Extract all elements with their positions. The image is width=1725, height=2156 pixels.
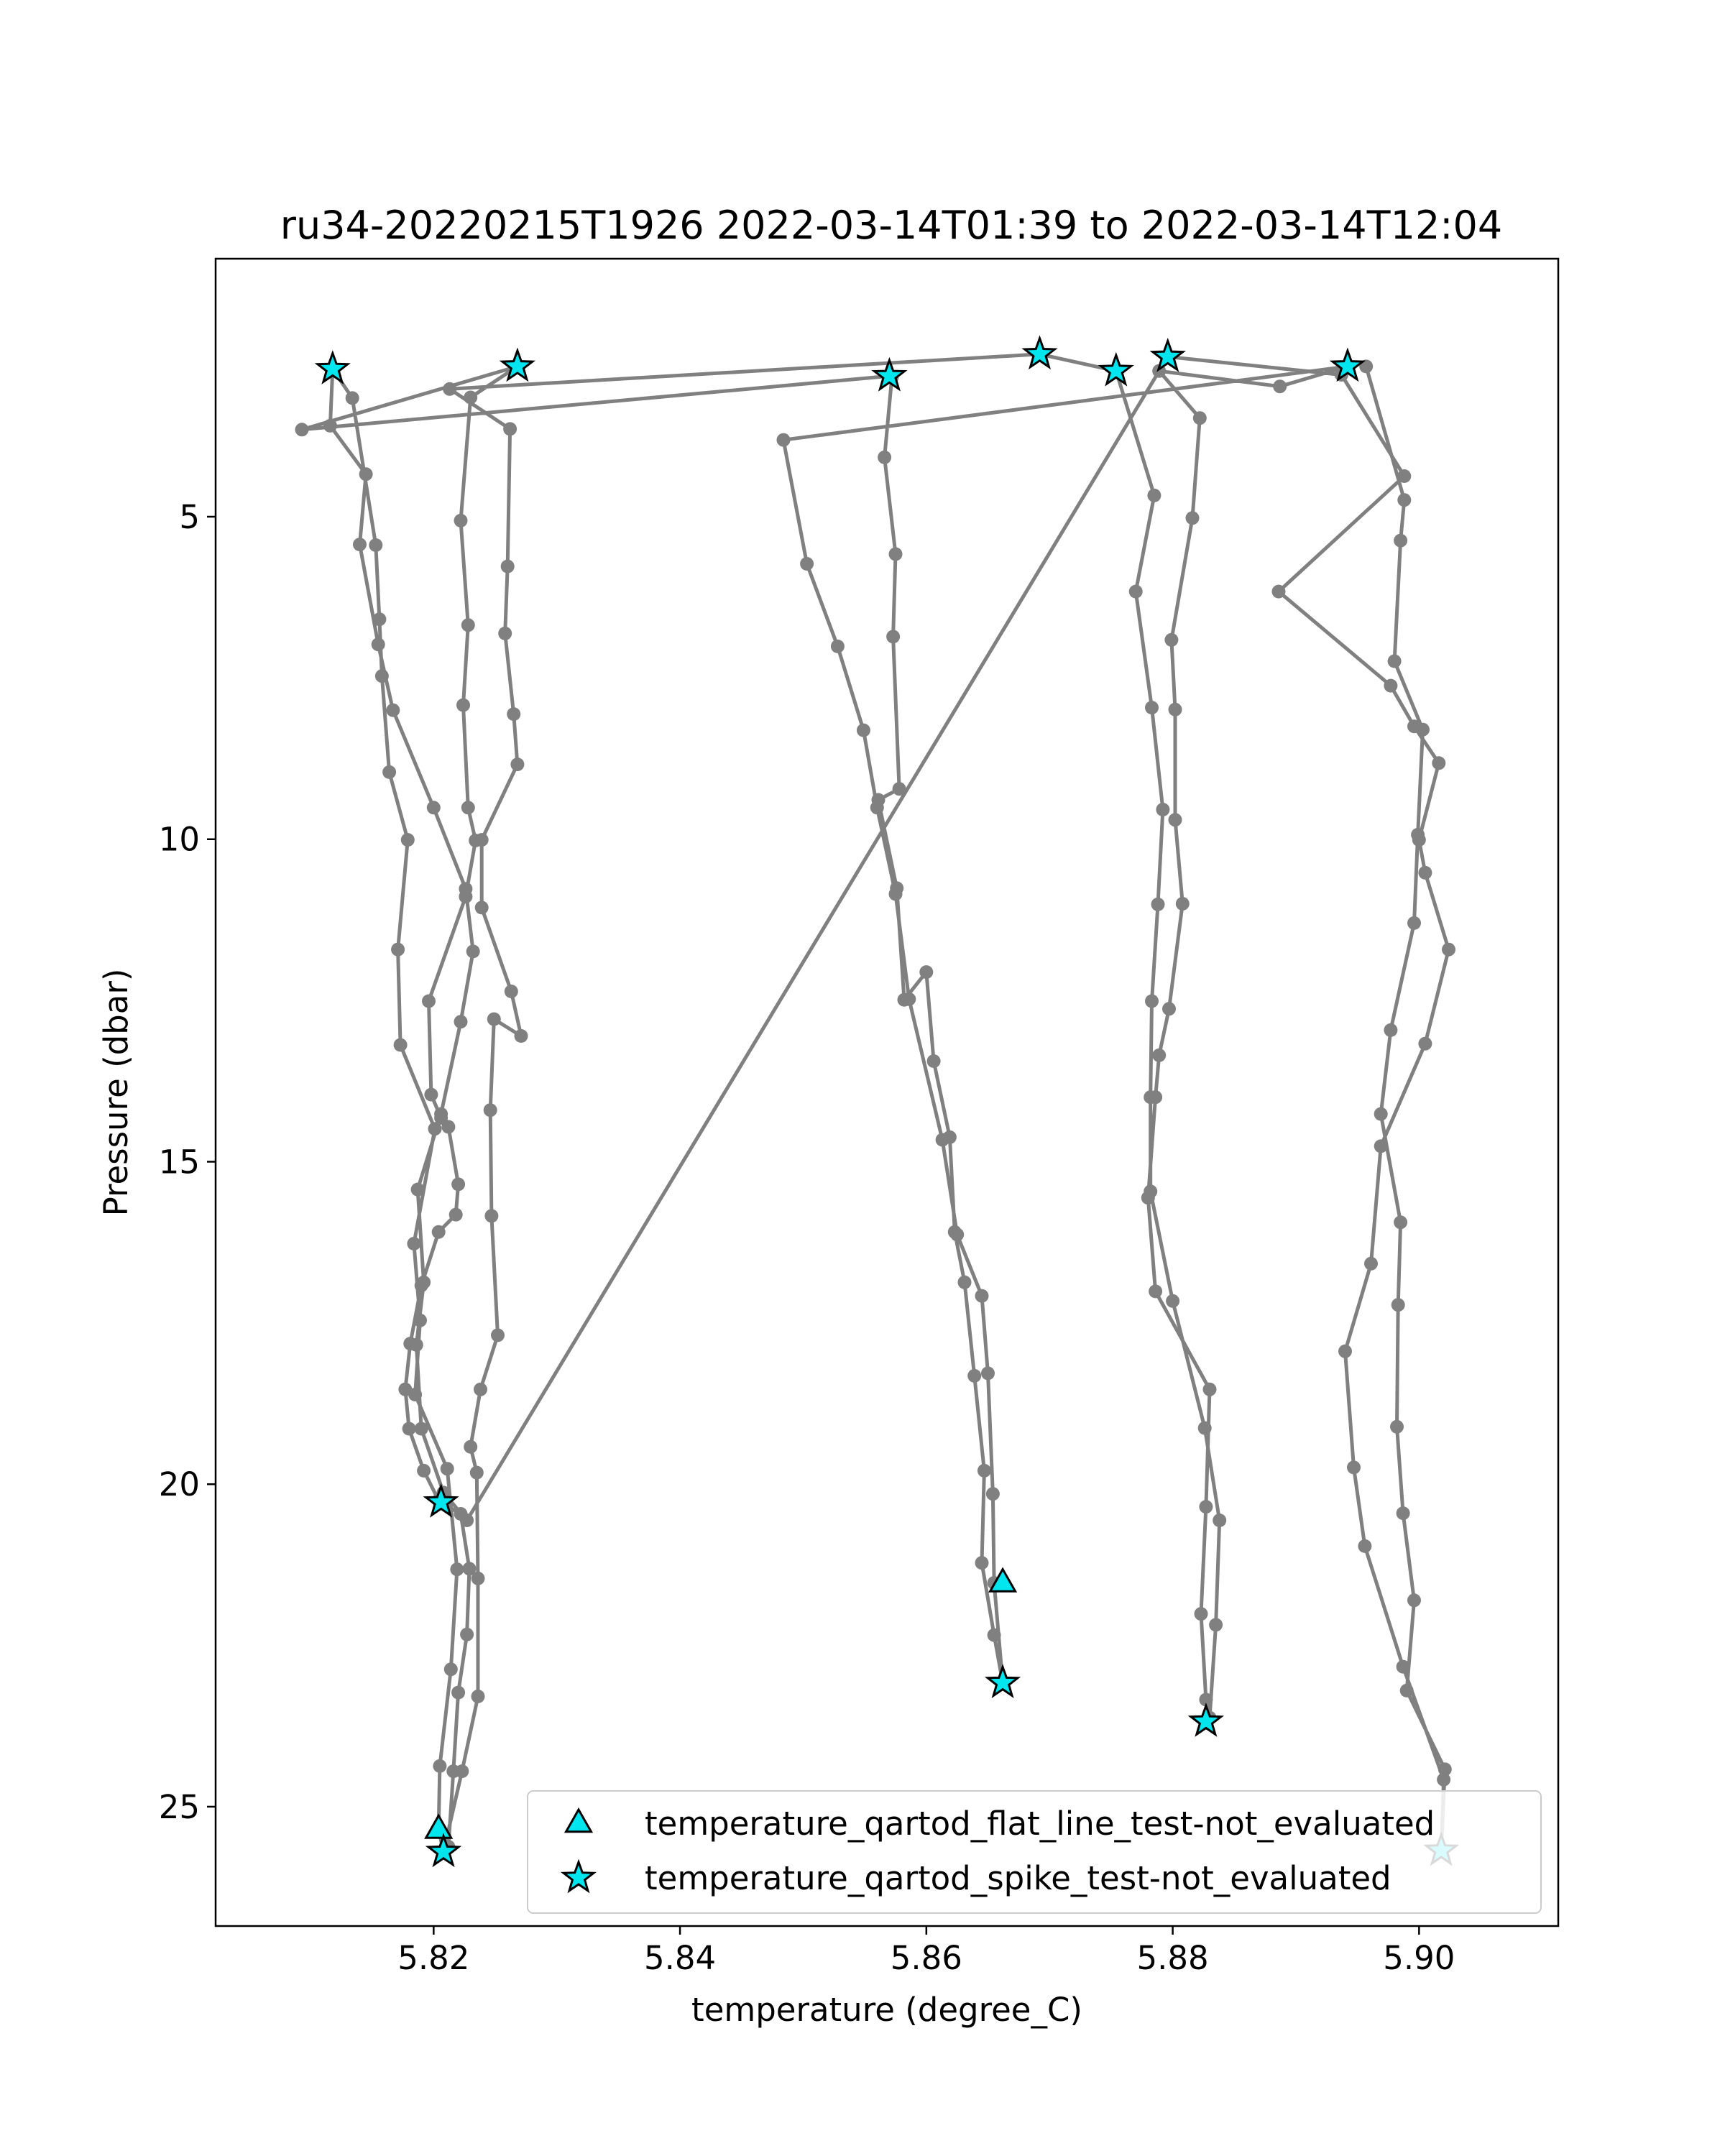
profile-point xyxy=(988,1628,1001,1642)
profile-point xyxy=(1392,1298,1405,1312)
y-tick-label: 20 xyxy=(158,1465,200,1504)
profile-point xyxy=(407,1237,420,1250)
profile-point xyxy=(464,391,477,405)
profile-point xyxy=(878,451,891,464)
profile-point xyxy=(831,640,845,653)
profile-point xyxy=(1397,493,1411,507)
profile-point xyxy=(1203,1383,1217,1396)
profile-point xyxy=(461,618,475,632)
profile-point xyxy=(451,1686,465,1700)
profile-point xyxy=(978,1464,991,1478)
profile-point xyxy=(857,724,870,737)
profile-point xyxy=(1186,511,1200,525)
profile-point xyxy=(1151,898,1165,911)
profile-point xyxy=(444,1662,458,1676)
profile-point xyxy=(475,900,489,914)
profile-point xyxy=(902,992,916,1006)
profile-point xyxy=(466,944,480,958)
profile-point xyxy=(1438,1762,1452,1776)
profile-point xyxy=(456,699,470,712)
profile-point xyxy=(427,801,441,814)
profile-point xyxy=(353,538,367,551)
profile-point xyxy=(474,1383,487,1396)
profile-point xyxy=(413,1314,427,1327)
profile-point xyxy=(1411,828,1425,842)
profile-point xyxy=(464,1440,477,1454)
y-tick-label: 25 xyxy=(158,1787,200,1826)
profile-point xyxy=(415,1422,428,1436)
profile-point xyxy=(1144,1184,1157,1198)
profile-point xyxy=(927,1054,941,1068)
profile-point xyxy=(408,1388,422,1401)
profile-point xyxy=(1397,1506,1410,1520)
profile-point xyxy=(889,548,903,561)
profile-point xyxy=(369,538,382,552)
profile-point xyxy=(394,1038,408,1052)
x-tick-label: 5.84 xyxy=(643,1939,717,1977)
profile-point xyxy=(501,560,515,573)
profile-point xyxy=(484,1103,497,1117)
profile-point xyxy=(498,627,512,640)
profile-point xyxy=(472,1572,485,1585)
profile-point xyxy=(1273,379,1287,393)
profile-point xyxy=(800,557,814,571)
profile-point xyxy=(950,1227,964,1241)
profile-point xyxy=(1162,1002,1176,1015)
profile-point xyxy=(1176,897,1190,911)
profile-point xyxy=(1407,916,1421,930)
x-axis-label: temperature (degree_C) xyxy=(691,1991,1082,2029)
profile-point xyxy=(1198,1422,1212,1435)
profile-point xyxy=(1400,1684,1414,1697)
profile-point xyxy=(889,888,903,901)
profile-point xyxy=(454,514,468,528)
profile-point xyxy=(886,630,900,643)
profile-point xyxy=(472,1690,485,1703)
profile-point xyxy=(1384,679,1397,693)
profile-point xyxy=(958,1276,972,1289)
profile-point xyxy=(1418,1037,1432,1051)
legend-label: temperature_qartod_spike_test-not_evaluated xyxy=(645,1859,1392,1897)
profile-point xyxy=(455,1764,469,1778)
profile-point xyxy=(1213,1514,1226,1527)
profile-point xyxy=(1397,1660,1410,1674)
profile-point xyxy=(1397,469,1411,483)
profile-point xyxy=(1374,1139,1388,1153)
profile-point xyxy=(1374,1107,1388,1121)
profile-point xyxy=(1364,1257,1378,1271)
x-tick-label: 5.88 xyxy=(1136,1939,1209,1977)
profile-point xyxy=(1416,723,1430,737)
profile-point xyxy=(1193,411,1207,425)
profile-point xyxy=(382,765,396,779)
profile-point xyxy=(503,422,517,436)
profile-point xyxy=(434,1107,448,1121)
profile-point xyxy=(372,612,386,626)
profile-point xyxy=(967,1369,981,1383)
profile-point xyxy=(1145,995,1159,1008)
profile-point xyxy=(410,1338,423,1352)
profile-point xyxy=(460,1514,474,1527)
x-tick-label: 5.90 xyxy=(1383,1939,1455,1977)
profile-point xyxy=(870,801,884,814)
legend-label: temperature_qartod_flat_line_test-not_evaluated xyxy=(645,1805,1435,1843)
profile-point xyxy=(460,1628,474,1641)
profile-point xyxy=(443,382,456,396)
profile-point xyxy=(372,637,385,651)
profile-point xyxy=(1442,943,1455,957)
profile-point xyxy=(1147,489,1161,502)
profile-point xyxy=(936,1133,949,1147)
x-tick-label: 5.82 xyxy=(397,1939,470,1977)
profile-point xyxy=(491,1328,505,1342)
profile-point xyxy=(1347,1460,1361,1474)
profile-point xyxy=(1195,1607,1208,1621)
profile-point xyxy=(1394,534,1407,548)
legend xyxy=(528,1791,1541,1913)
profile-point xyxy=(449,1208,463,1222)
profile-point xyxy=(1338,1345,1352,1358)
profile-point xyxy=(1129,585,1143,599)
profile-point xyxy=(1166,1294,1179,1308)
profile-point xyxy=(386,704,400,717)
profile-point xyxy=(424,1088,438,1102)
profile-point xyxy=(487,1013,501,1026)
profile-point xyxy=(359,467,373,481)
profile-point xyxy=(1358,1539,1371,1553)
profile-point xyxy=(975,1289,989,1303)
profile-point xyxy=(432,1225,446,1239)
chart-title: ru34-20220215T1926 2022-03-14T01:39 to 2022-03-14T12:04 xyxy=(280,203,1503,248)
profile-point xyxy=(422,995,436,1008)
profile-point xyxy=(459,882,472,895)
profile-point xyxy=(1390,1420,1404,1434)
profile-point xyxy=(417,1464,431,1478)
profile-point xyxy=(475,833,489,847)
profile-point xyxy=(295,423,309,436)
profile-point xyxy=(401,833,415,847)
profile-point xyxy=(417,1276,431,1289)
profile-point xyxy=(411,1183,425,1197)
profile-point xyxy=(777,433,791,447)
profile-point xyxy=(515,1029,528,1043)
profile-point xyxy=(323,419,337,433)
profile-point xyxy=(986,1487,1000,1501)
profile-point xyxy=(402,1422,416,1436)
profile-point xyxy=(454,1015,468,1028)
profile-point xyxy=(470,1466,484,1480)
profile-point xyxy=(450,1562,464,1576)
profile-point xyxy=(1199,1500,1213,1514)
profile-point xyxy=(1209,1618,1223,1631)
profile-point xyxy=(1388,655,1402,668)
profile-point xyxy=(1394,1215,1407,1229)
profile-point xyxy=(1272,585,1286,599)
x-tick-label: 5.86 xyxy=(890,1939,962,1977)
profile-point xyxy=(1145,701,1159,714)
profile-point xyxy=(1407,1593,1421,1607)
profile-point xyxy=(346,391,359,405)
profile-point xyxy=(375,669,389,683)
profile-point xyxy=(1144,1090,1157,1104)
profile-point xyxy=(1156,803,1169,816)
profile-point xyxy=(505,985,518,998)
profile-point xyxy=(893,782,906,796)
profile-point xyxy=(484,1209,498,1222)
plot-area xyxy=(216,259,1558,1926)
profile-point xyxy=(1169,703,1182,717)
profile-point xyxy=(1418,866,1432,880)
profile-point xyxy=(1164,633,1178,647)
profile-point xyxy=(1152,1049,1166,1062)
y-tick-label: 10 xyxy=(158,820,200,859)
profile-point xyxy=(1432,756,1445,770)
profile-point xyxy=(919,965,933,979)
profile-point xyxy=(510,757,524,771)
profile-point xyxy=(391,943,405,957)
profile-point xyxy=(461,801,475,814)
profile-point xyxy=(975,1556,989,1570)
profile-point xyxy=(981,1366,995,1380)
y-tick-label: 5 xyxy=(179,497,200,536)
profile-point xyxy=(507,707,520,721)
profile-point xyxy=(441,1462,454,1475)
profile-point xyxy=(451,1177,465,1191)
profile-point xyxy=(1149,1284,1162,1298)
profile-point xyxy=(428,1122,442,1135)
y-tick-label: 15 xyxy=(158,1143,200,1181)
profile-point xyxy=(1169,813,1182,826)
profile-point xyxy=(1384,1023,1397,1037)
y-axis-label: Pressure (dbar) xyxy=(97,968,135,1217)
profile-point xyxy=(433,1759,446,1773)
